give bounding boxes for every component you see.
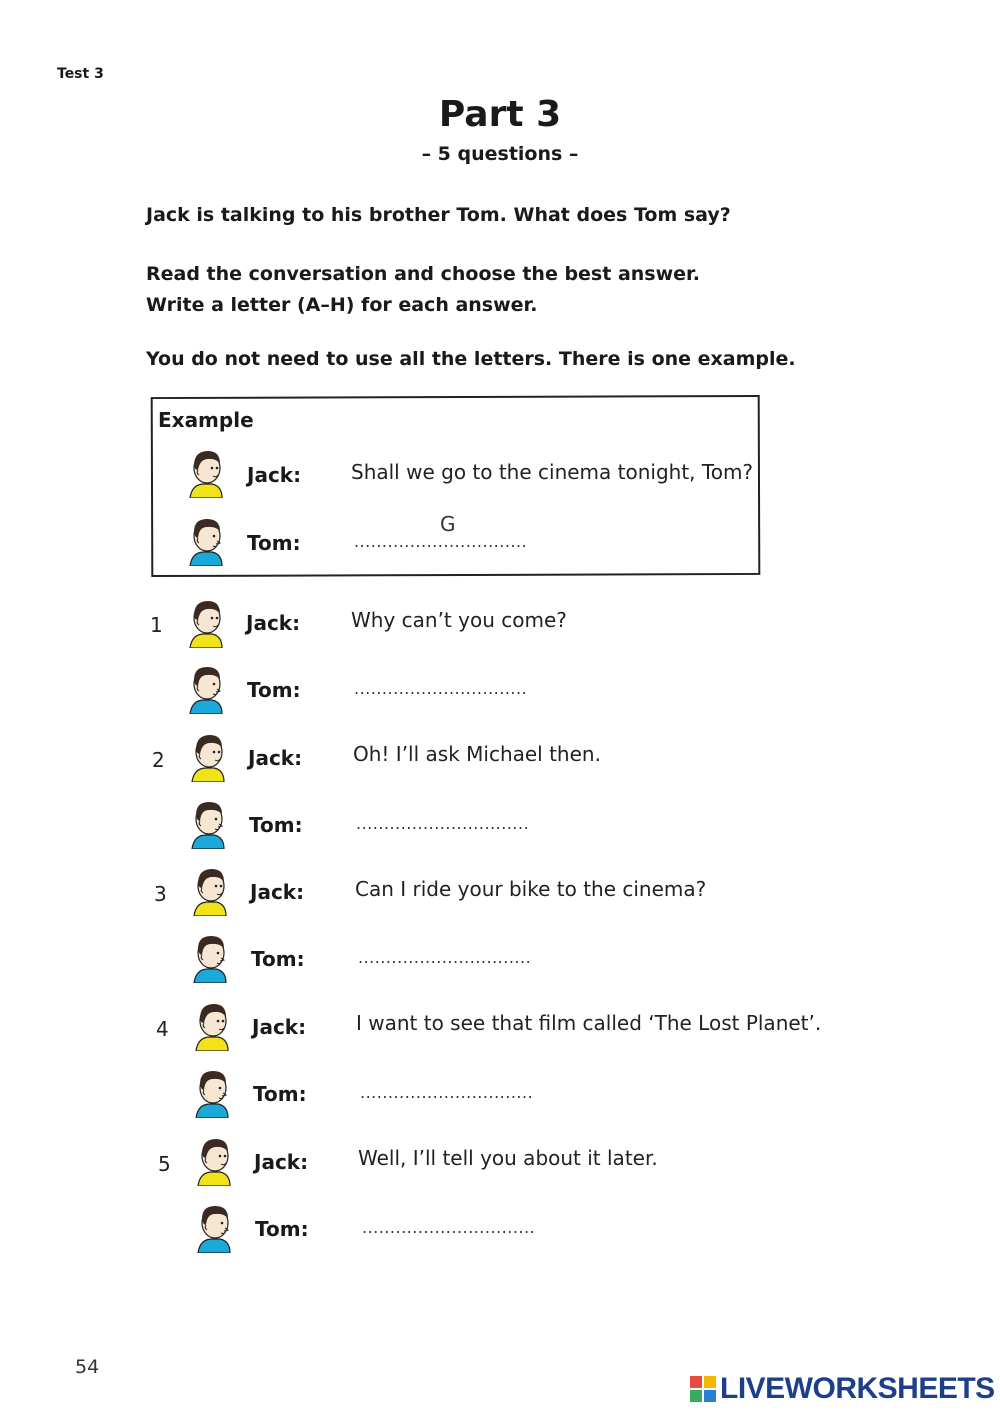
tom-speaker: Tom:: [247, 678, 301, 702]
page-subtitle: – 5 questions –: [421, 143, 579, 165]
page-title: Part 3: [438, 94, 562, 135]
brand-name: LIVEWORKSHEETS: [720, 1372, 995, 1405]
jack-speaker: Jack:: [252, 1015, 307, 1039]
question-number: 5: [158, 1152, 171, 1176]
jack-line: Well, I’ll tell you about it later.: [358, 1146, 658, 1170]
answer-field-1[interactable]: ...............................: [354, 679, 528, 698]
tom-speaker: Tom:: [249, 813, 303, 837]
jack-speaker: Jack:: [248, 746, 303, 770]
boy-yellow-shirt-icon: [188, 730, 228, 782]
tom-speaker: Tom:: [255, 1217, 309, 1241]
jack-line: Can I ride your bike to the cinema?: [355, 877, 707, 901]
jack-speaker: Jack:: [246, 611, 301, 635]
example-answer: G: [440, 512, 456, 536]
example-answer-line: ...............................: [354, 532, 528, 551]
boy-blue-shirt-icon: [194, 1066, 234, 1118]
liveworksheets-logo-icon: [690, 1376, 716, 1402]
brand-watermark: [690, 1372, 995, 1406]
question-number: 2: [152, 748, 165, 772]
example-tom-speaker: Tom:: [247, 531, 301, 555]
boy-blue-shirt-icon: [188, 514, 228, 566]
instruction-context: Jack is talking to his brother Tom. What does Tom say?: [146, 204, 731, 226]
jack-line: Why can’t you come?: [351, 608, 567, 632]
instruction-letters: You do not need to use all the letters. There is one example.: [146, 348, 796, 370]
instruction-block: [146, 259, 700, 321]
jack-speaker: Jack:: [250, 880, 305, 904]
jack-line: Oh! I’ll ask Michael then.: [353, 742, 601, 766]
question-number: 4: [156, 1017, 169, 1041]
tom-speaker: Tom:: [251, 947, 305, 971]
jack-speaker: Jack:: [254, 1150, 309, 1174]
instruction-write: Write a letter (A–H) for each answer.: [146, 294, 538, 316]
boy-yellow-shirt-icon: [190, 864, 230, 916]
boy-blue-shirt-icon: [188, 662, 228, 714]
answer-field-5[interactable]: ...............................: [362, 1218, 536, 1237]
question-number: 1: [150, 613, 163, 637]
boy-blue-shirt-icon: [190, 797, 230, 849]
answer-field-2[interactable]: ...............................: [356, 814, 530, 833]
jack-line: I want to see that film called ‘The Lost Planet’.: [356, 1011, 822, 1035]
example-jack-line: Shall we go to the cinema tonight, Tom?: [351, 460, 754, 484]
instruction-read: Read the conversation and choose the best answer.: [146, 263, 700, 285]
answer-field-3[interactable]: ...............................: [358, 948, 532, 967]
boy-yellow-shirt-icon: [186, 446, 226, 498]
tom-speaker: Tom:: [253, 1082, 307, 1106]
boy-yellow-shirt-icon: [194, 1134, 234, 1186]
answer-field-4[interactable]: ...............................: [360, 1083, 534, 1102]
test-label: Test 3: [57, 66, 104, 82]
example-label: Example: [158, 408, 254, 432]
example-jack-speaker: Jack:: [247, 463, 302, 487]
question-number: 3: [154, 882, 167, 906]
boy-yellow-shirt-icon: [192, 999, 232, 1051]
boy-blue-shirt-icon: [196, 1201, 236, 1253]
page-number: 54: [75, 1356, 100, 1378]
boy-blue-shirt-icon: [192, 931, 232, 983]
boy-yellow-shirt-icon: [186, 596, 226, 648]
